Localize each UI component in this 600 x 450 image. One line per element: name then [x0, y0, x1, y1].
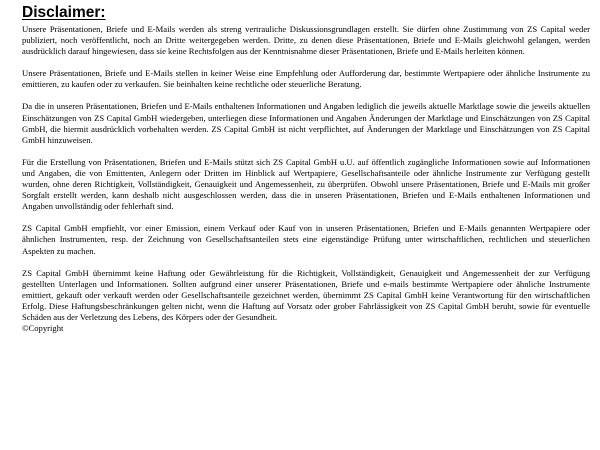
disclaimer-paragraph-liability: ZS Capital GmbH übernimmt keine Haftung oder Gewährleistung für die Richtigkeit, Vollständigkeit, Genauigkeit und Angemessenheit der zur Verfügung gestellten Unterlagen und Informationen. Sollten aufgrund einer unserer Präsentationen, Briefe und e-mails bestimmte Wertpapiere oder ähnliche Instrumente emittiert, gekauft oder verkauft werden oder Gesellschaftsanteile gezeichnet werden, übernimmt ZS Capital GmbH keine Verantwortung für den wirtschaftlichen Erfolg. Diese Haftungsbeschränkungen gelten nicht, wenn die Haftung auf Vorsatz oder grober Fahrlässigkeit von ZS Capital GmbH beruht, sowie für eventuelle Schäden aus der Verletzung des Lebens, des Körpers oder der Gesundheit.	[22, 267, 590, 322]
disclaimer-paragraph-no-recommendation: Unsere Präsentationen, Briefe und E-Mails stellen in keiner Weise eine Empfehlung oder Aufforderung dar, bestimmte Wertpapiere oder ähnliche Instrumente zu emittieren, zu kaufen oder zu verkaufen. Sie beinhalten keine rechtliche oder steuerliche Beratung.	[22, 68, 590, 90]
disclaimer-paragraph-confidentiality: Unsere Präsentationen, Briefe und E-Mails werden als streng vertrauliche Diskussionsgrundlagen erstellt. Sie dürfen ohne Zustimmung von ZS Capital weder publiziert, noch veröffentlicht, noch an Dritte weitergegeben werden. Dritte, zu denen diese Präsentationen, Briefe und E-Mails gleichwohl gelangen, werden ausdrücklich darauf hingewiesen, dass sie keine Rechtsfolgen aus der Kenntnisnahme dieser Präsentationen, Briefe und E-Mails herleiten können.	[22, 24, 590, 57]
copyright-notice: ©Copyright	[22, 323, 64, 334]
disclaimer-title: Disclaimer:	[22, 4, 106, 21]
disclaimer-paragraph-information-sources: Für die Erstellung von Präsentationen, Briefen und E-Mails stützt sich ZS Capital GmbH u.U. auf öffentlich zugängliche Informationen sowie auf Informationen und Angaben, die von Emittenten, Anlegern oder Dritten im Hinblick auf Wertpapiere, Gesellschaftsanteile oder ähnliche Instrumente zur Verfügung gestellt wurden, ohne deren Richtigkeit, Vollständigkeit, Genauigkeit und Angemessenheit, zu überprüfen. Obwohl unsere Präsentationen, Briefe und E-Mails mit großer Sorgfalt erstellt werden, kann deshalb nicht ausgeschlossen werden, dass die in unseren Präsentationen, Briefen und E-Mails enthaltenen Informationen und Angaben unvollständig oder fehlerhaft sind.	[22, 156, 590, 212]
disclaimer-document	[22, 4, 590, 334]
disclaimer-paragraph-market-changes: Da die in unseren Präsentationen, Briefen und E-Mails enthaltenen Informationen und Angaben lediglich die jeweils aktuelle Marktlage sowie die jeweils aktuellen Einschätzungen von ZS Capital GmbH wiedergeben, unterliegen diese Informationen und Angaben Änderungen der Marktlage und Einschätzungen von ZS Capital GmbH, die hiermit ausdrücklich vorbehalten werden. ZS Capital GmbH ist nicht verpflichtet, auf Änderungen der Marktlage und Einschätzungen von ZS Capital GmbH hinzuweisen.	[22, 101, 590, 145]
disclaimer-paragraph-independent-review: ZS Capital GmbH empfiehlt, vor einer Emission, einem Verkauf oder Kauf von in unseren Präsentationen, Briefen und E-Mails genannten Wertpapiere oder ähnlichen Instrumenten, resp. der Zeichnung von Gesellschaftsanteilen stets eine eigenständige Prüfung unter wirtschaftlichen, rechtlichen und steuerlichen Aspekten zu machen.	[22, 223, 590, 256]
